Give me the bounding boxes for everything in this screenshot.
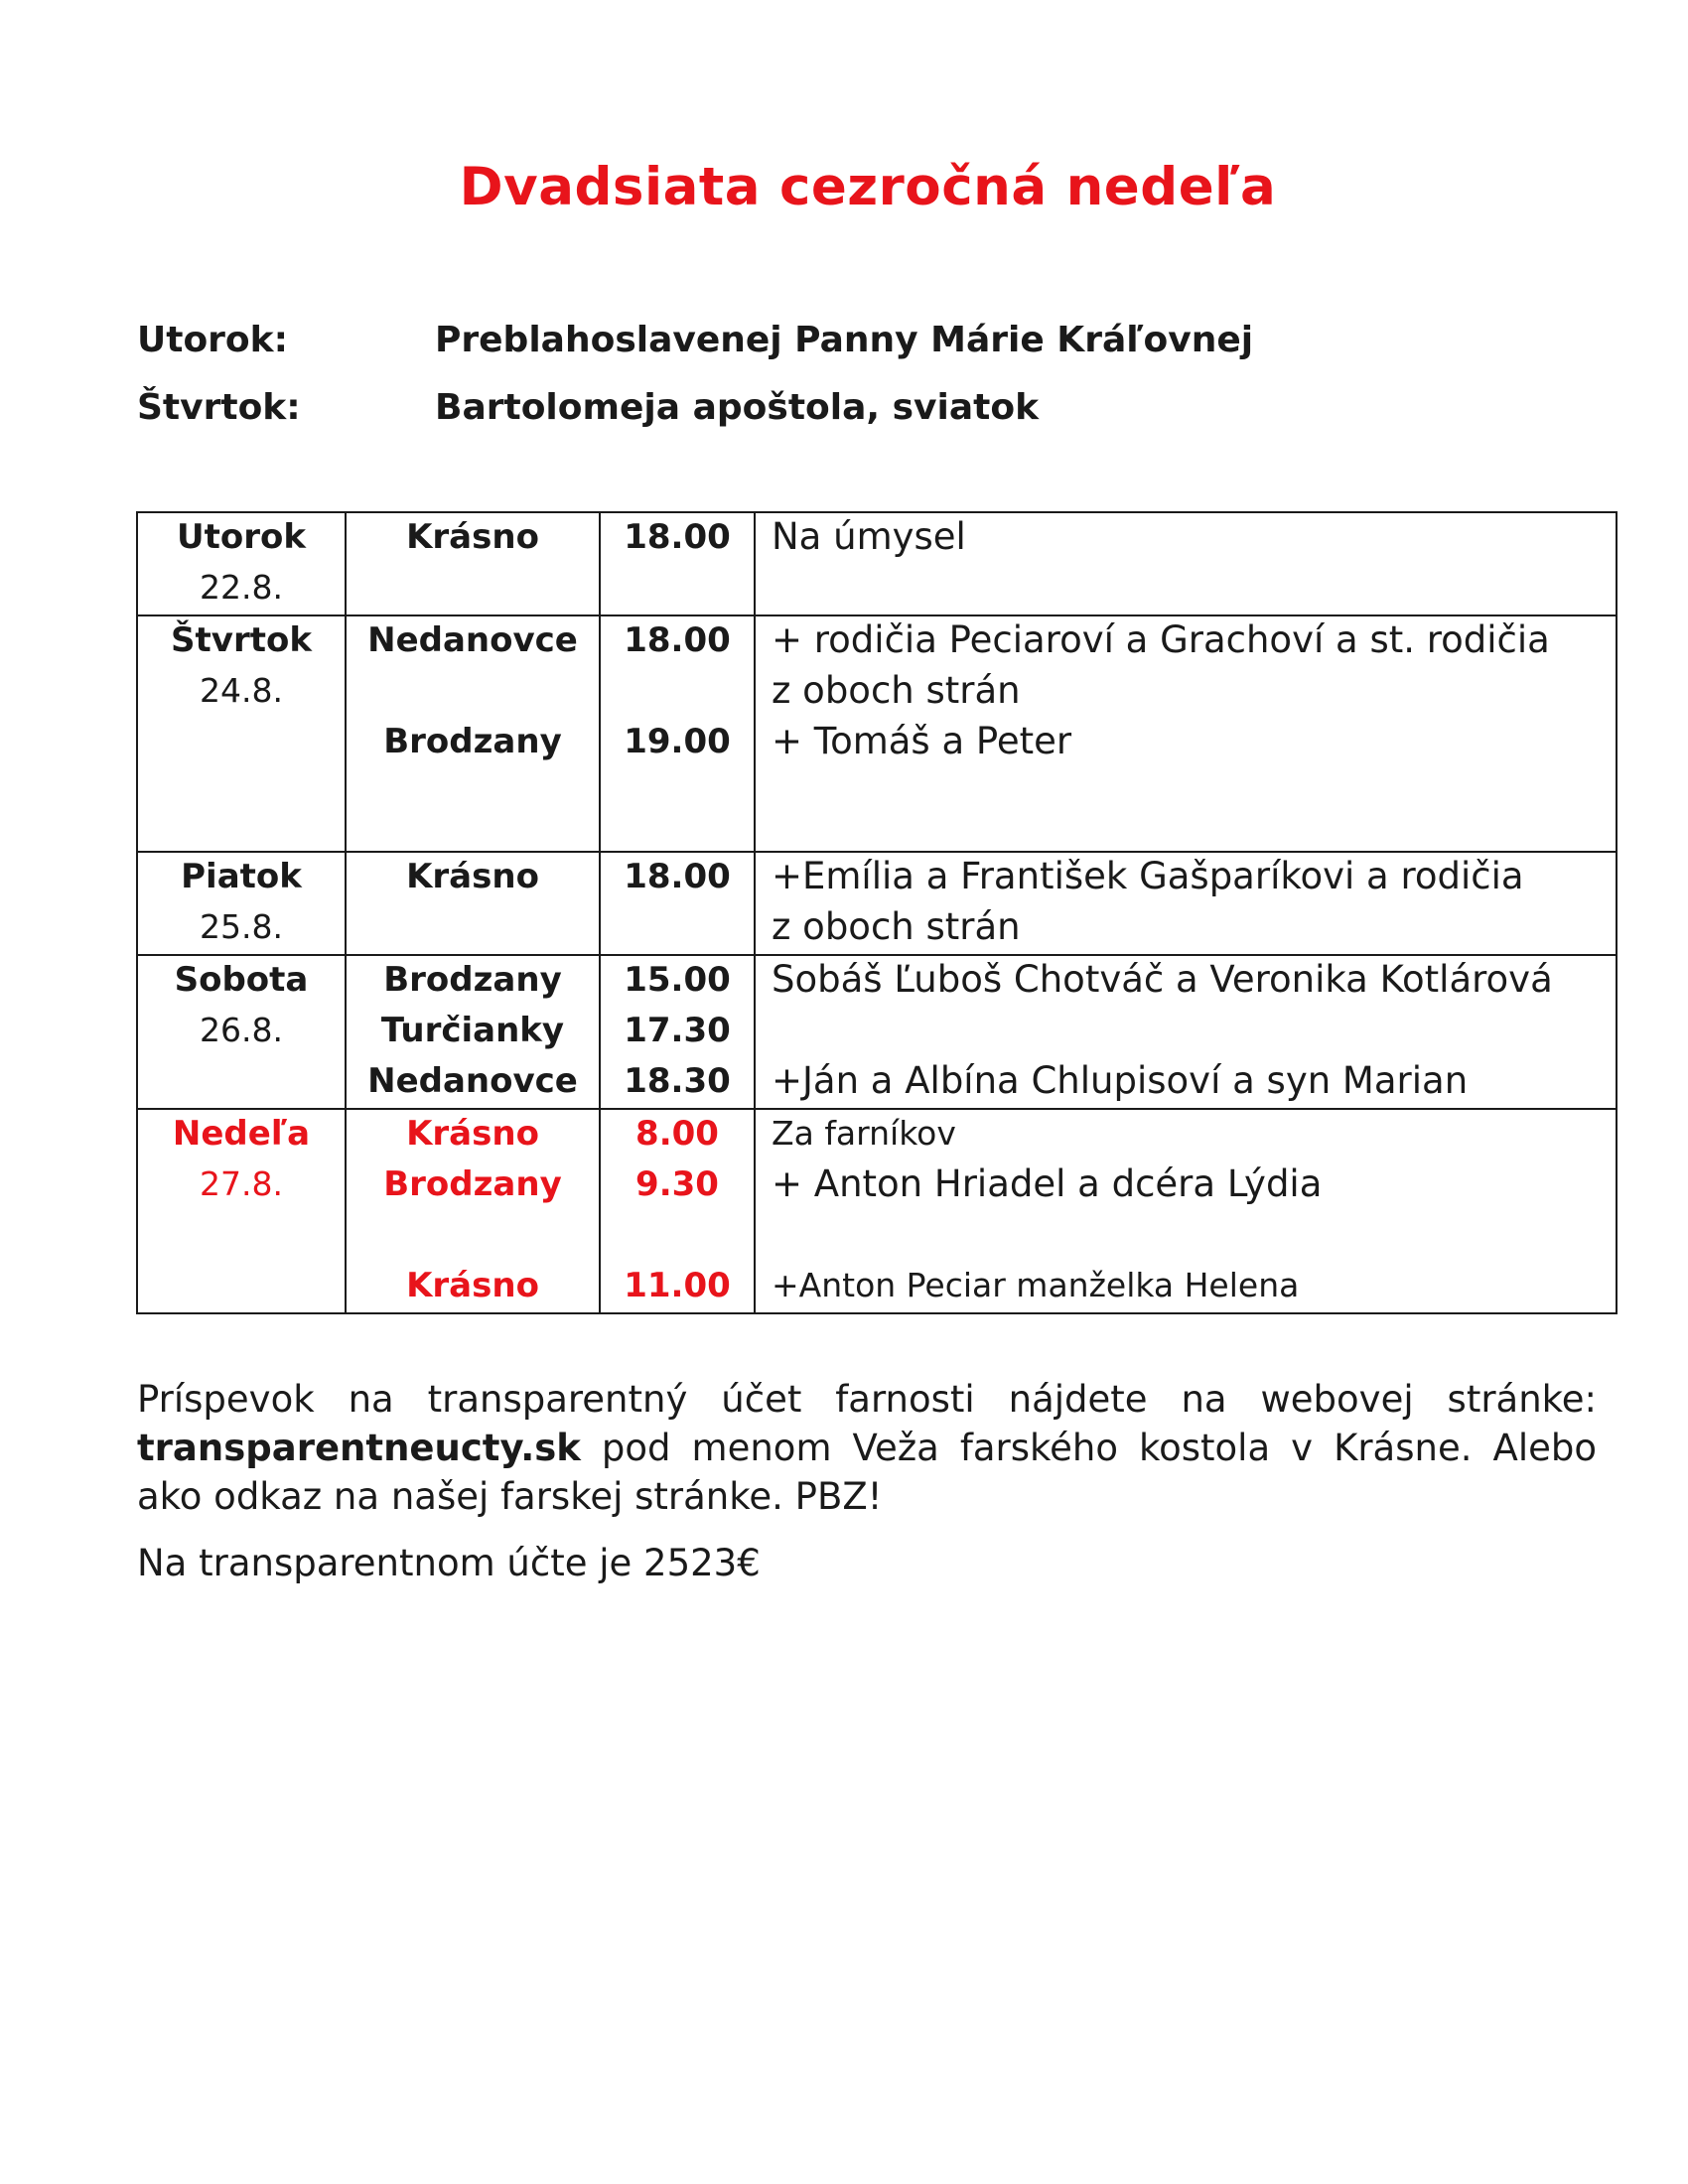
day-date: 26.8. [200, 1011, 283, 1049]
day-name: Piatok [181, 857, 302, 896]
place: Brodzany [383, 1164, 562, 1204]
donation-note [137, 1375, 1597, 1521]
time: 18.30 [624, 1061, 731, 1101]
day-name: Štvrtok [171, 620, 312, 660]
time: 19.00 [624, 722, 731, 761]
table-row [137, 615, 1617, 852]
intention: + Anton Hriadel a dcéra Lýdia [772, 1162, 1323, 1205]
page-title: Dvadsiata cezročná nedeľa [459, 157, 1277, 217]
place: Brodzany [383, 722, 562, 761]
intention: z oboch strán [772, 905, 1021, 948]
time: 18.00 [624, 517, 731, 557]
note-text: Príspevok na transparentný účet farnosti nájdete na webovej stránke: [137, 1378, 1597, 1421]
account-balance: Na transparentnom účte je 2523€ [137, 1542, 761, 1584]
time-cell [600, 512, 755, 615]
time: 18.00 [624, 857, 731, 896]
intention: + Tomáš a Peter [772, 720, 1072, 762]
note-text: pod menom Veža farského kostola v Krásne. Alebo ako odkaz na našej farskej stránke. PBZ! [137, 1427, 1597, 1518]
intention: Na úmysel [772, 515, 966, 558]
time: 15.00 [624, 960, 731, 1000]
place: Nedanovce [367, 1061, 578, 1101]
feast-day-label: Utorok: [137, 320, 288, 360]
intention: Za farníkov [772, 1114, 956, 1153]
intention: Sobáš Ľuboš Chotváč a Veronika Kotlárová [772, 958, 1553, 1001]
table-row [137, 1109, 1617, 1313]
table-row [137, 852, 1617, 955]
intention-cell [755, 512, 1617, 615]
place: Nedanovce [367, 620, 578, 660]
place-cell [346, 615, 600, 852]
feast-name: Bartolomeja apoštola, sviatok [435, 387, 1040, 428]
day-date: 27.8. [200, 1164, 283, 1203]
intention-cell [755, 852, 1617, 955]
feast-name: Preblahoslavenej Panny Márie Kráľovnej [435, 320, 1254, 360]
time: 9.30 [635, 1164, 719, 1204]
table-row [137, 512, 1617, 615]
table-row [137, 955, 1617, 1109]
intention: +Emília a František Gašparíkovi a rodičia [772, 855, 1524, 897]
day-date: 22.8. [200, 568, 283, 607]
place-cell [346, 512, 600, 615]
day-cell [137, 1109, 346, 1313]
place: Krásno [406, 1266, 539, 1305]
time: 11.00 [624, 1266, 731, 1305]
intention-cell [755, 955, 1617, 1109]
transparent-account-link: transparentneucty.sk [137, 1427, 581, 1469]
feast-day-label: Štvrtok: [137, 387, 301, 428]
day-date: 25.8. [200, 907, 283, 946]
place: Turčianky [380, 1011, 565, 1050]
intention: +Anton Peciar manželka Helena [772, 1266, 1300, 1304]
day-cell [137, 852, 346, 955]
day-date: 24.8. [200, 671, 283, 710]
time-cell [600, 955, 755, 1109]
time: 8.00 [635, 1114, 719, 1154]
intention: + rodičia Peciaroví a Grachoví a st. rodičia [772, 618, 1550, 661]
intention-cell [755, 1109, 1617, 1313]
intention: +Ján a Albína Chlupisoví a syn Marian [772, 1059, 1469, 1102]
place: Krásno [406, 517, 539, 557]
day-cell [137, 955, 346, 1109]
day-name: Nedeľa [172, 1114, 311, 1154]
time: 18.00 [624, 620, 731, 660]
intention: z oboch strán [772, 669, 1021, 712]
place-cell [346, 1109, 600, 1313]
day-name: Sobota [174, 960, 309, 1000]
day-cell [137, 512, 346, 615]
time: 17.30 [624, 1011, 731, 1050]
place-cell [346, 955, 600, 1109]
intention-cell [755, 615, 1617, 852]
place: Krásno [406, 1114, 539, 1154]
time-cell [600, 852, 755, 955]
place: Krásno [406, 857, 539, 896]
day-name: Utorok [177, 517, 306, 557]
time-cell [600, 1109, 755, 1313]
day-cell [137, 615, 346, 852]
place: Brodzany [383, 960, 562, 1000]
place-cell [346, 852, 600, 955]
mass-schedule-table [136, 511, 1618, 1314]
time-cell [600, 615, 755, 852]
